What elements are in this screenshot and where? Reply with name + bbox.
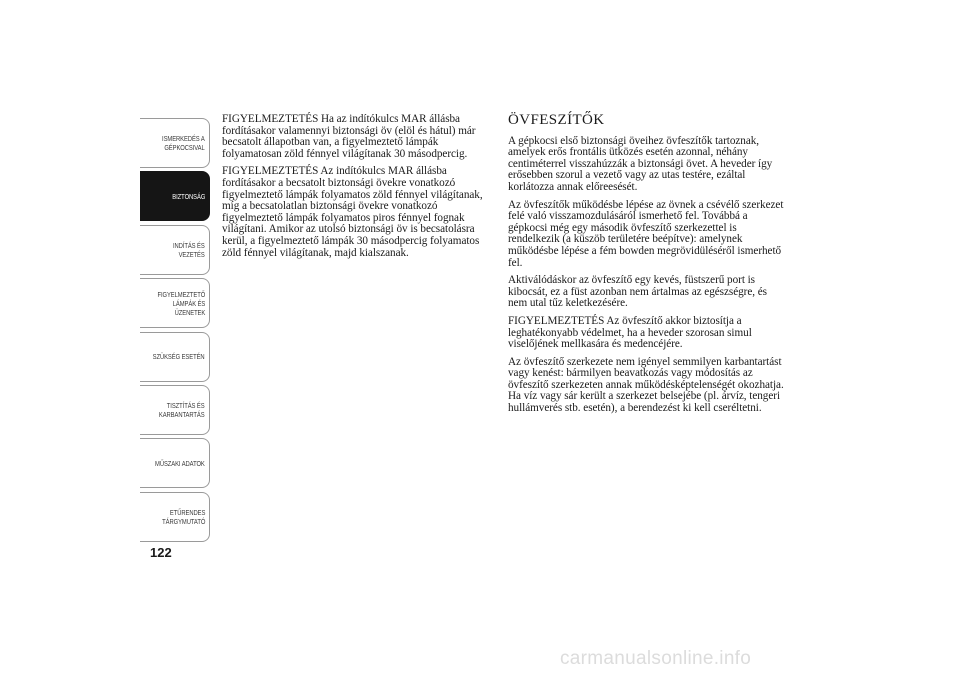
warning-paragraph: FIGYELMEZTETÉS Az indítókulcs MAR állásba fordításakor a becsatolt biztonsági övekre vonatkozó figyelmeztető lámpák folyamatos zöld fénnyel világítanak, míg a becsatolatlan biztonsági övekre vonatkozó figyelmeztető lámpák folyamatos piros fénnyel fognak világítani. Amikor az utolsó biztonsági öv is becsatolásra kerül, a figyelmeztető lámpák 30 másodpercig folyamatos zöld fénnyel világítanak, majd kialszanak. (222, 165, 483, 259)
tab-label-line: LÁMPÁK ÉS (172, 298, 205, 308)
tab-targymutato[interactable] (140, 492, 210, 542)
body-paragraph: Az övfeszítő szerkezete nem igényel semmilyen karbantartást vagy kenést: bármilyen beavatkozás vagy módosítás az övfeszítő szerkezeten annak működésképtelenségét okozhatja. Ha víz vagy sár került a szerkezet belsejébe (pl. árvíz, tengeri hullámverés stb. esetén), a berendezést ki kell cseréltetni. (508, 355, 784, 415)
left-column (222, 114, 494, 265)
tab-label-line: TISZTÍTÁS ÉS (167, 400, 205, 410)
section-heading: ÖVFESZÍTŐK (508, 112, 605, 128)
tab-label-line: INDÍTÁS ÉS (173, 240, 205, 250)
tab-label-line: KARBANTARTÁS (159, 409, 205, 419)
tab-label-line: ÜZENETEK (174, 307, 205, 317)
body-paragraph: Aktiválódáskor az övfeszítő egy kevés, füstszerű port is kibocsát, ez a füst azonban nem ártalmas az egészségre, és nem utal tűz keletkezésére. (508, 274, 767, 310)
tab-tisztitas-es-karbantartas[interactable] (140, 385, 210, 435)
warning-paragraph: FIGYELMEZTETÉS Az övfeszítő akkor biztosítja a leghatékonyabb védelmet, ha a heveder szorosan simul viselőjének mellkasára és medencéjére. (508, 314, 752, 351)
tab-label-line: GÉPKOCSIVAL (164, 143, 205, 152)
body-paragraph: A gépkocsi első biztonsági öveihez övfeszítők tartoznak, amelyek erős frontális ütközés esetén azonnal, néhány centiméterrel visszahúzzák a biztonsági övet. A heveder így erősebben szorul a vezető vagy az utas testére, ezáltal korlátozza annak előreesését. (508, 134, 773, 193)
tab-label-line: VEZETÉS (178, 249, 205, 259)
tab-label-line: MŰSZAKI ADATOK (155, 458, 205, 468)
tab-figyelmezteto-lampak[interactable] (140, 278, 210, 328)
tab-label-line: TÁRGYMUTATÓ (161, 516, 205, 526)
watermark-text: carmanualsonline.info (560, 648, 752, 669)
tab-label-line: ISMERKEDÉS A (162, 134, 205, 143)
body-paragraph: Az övfeszítők működésbe lépése az övnek a csévélő szerkezet felé való visszamozdulásáról ismerhető fel. Továbbá a gépkocsi még egy második övfeszítő szerkezettel is rendelkezik (a küszöb területére beépítve): amelynek működésbe lépése a fém bowden megrövidüléséről ismerhető fel. (508, 198, 784, 269)
chapter-tab-index (140, 118, 210, 545)
tab-szukseg-eseten[interactable] (140, 332, 210, 382)
tab-label-line: ETŰRENDES (169, 507, 205, 517)
tab-ismerkedes[interactable] (140, 118, 210, 168)
tab-label-line: BIZTONSÁG (171, 191, 205, 201)
tab-label-line: FIGYELMEZTETŐ (157, 289, 205, 299)
tab-biztonsag[interactable] (140, 171, 210, 221)
tab-label-line: SZÜKSÉG ESETÉN (153, 352, 205, 362)
warning-paragraph: FIGYELMEZTETÉS Ha az indítókulcs MAR állásba fordításakor valamennyi biztonsági öv (elöl és hátul) már becsatolt állapotban van, a figyelmeztető lámpák folyamatosan zöld fénnyel világítanak 30 másodpercig. (222, 113, 476, 160)
page-number: 122 (150, 545, 172, 560)
right-column (508, 112, 784, 421)
tab-muszaki-adatok[interactable] (140, 438, 210, 488)
tab-inditas-es-vezetes[interactable] (140, 225, 210, 275)
